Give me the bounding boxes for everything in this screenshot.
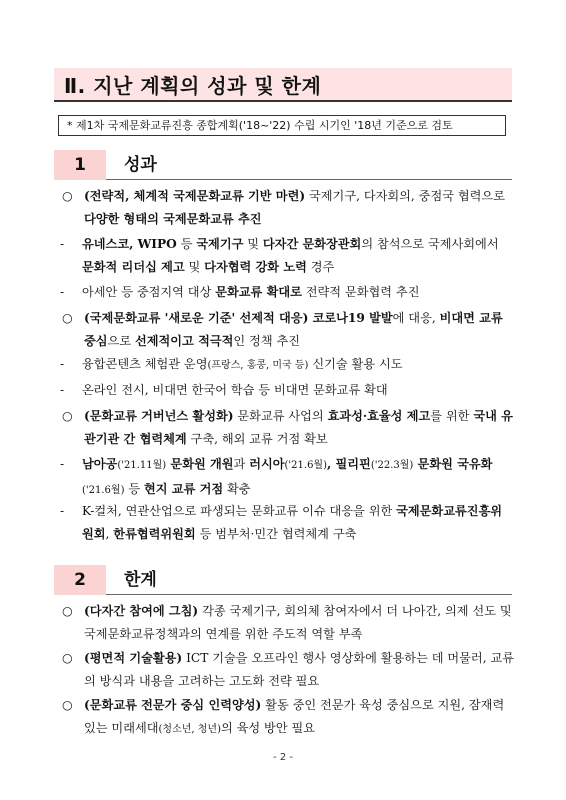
dash-bullet: - — [60, 357, 65, 371]
list-item: - K-컬처, 연관산업으로 파생되는 문화교류 이슈 대응을 위한 국제문화교류진흥위원회, 한류협력위원회 등 범부처·민간 협력체계 구축 — [60, 500, 512, 545]
list-item: ○ (문화교류 전문가 중심 인력양성) 활동 중인 전문가 육성 중심으로 지원, 잠재력 있는 미래세대(청소년, 청년)의 육성 방안 필요 — [62, 694, 514, 741]
page-number: - 2 - — [273, 752, 293, 763]
section-divider — [106, 594, 512, 595]
circle-bullet: ○ — [62, 604, 73, 618]
list-item: ○ (국제문화교류 '새로운 기준' 선제적 대응) 코로나19 발발에 대응, 비대면 교류 중심으로 선제적이고 적극적인 정책 추진 — [62, 307, 514, 352]
circle-bullet: ○ — [62, 409, 73, 423]
section-divider — [106, 179, 512, 180]
dash-bullet: - — [60, 504, 65, 518]
section-number: 1 — [54, 150, 106, 180]
section-2-header — [54, 565, 512, 595]
circle-bullet: ○ — [62, 311, 73, 325]
dash-bullet: - — [60, 285, 65, 299]
note-box: * 제1차 국제문화교류진흥 종합계획('18~'22) 수립 시기인 '18년 기준으로 검토 — [58, 115, 506, 136]
dash-bullet: - — [60, 383, 65, 397]
section-number: 2 — [54, 565, 106, 595]
chapter-header — [54, 68, 512, 102]
circle-bullet: ○ — [62, 651, 73, 665]
dash-bullet: - — [60, 237, 65, 251]
section-1-header — [54, 150, 512, 180]
list-item: ○ (전략적, 체계적 국제문화교류 기반 마련) 국제기구, 다자회의, 중점국 협력으로 다양한 형태의 국제문화교류 추진 — [62, 185, 514, 230]
chapter-title: Ⅱ. 지난 계획의 성과 및 한계 — [64, 74, 322, 98]
list-item: ○ (평면적 기술활용) ICT 기술을 오프라인 행사 영상화에 활용하는 데 머물러, 교류의 방식과 내용을 고려하는 고도화 전략 필요 — [62, 647, 514, 692]
list-item: ○ (다자간 참여에 그침) 각종 국제기구, 회의체 참여자에서 더 나아간, 의제 선도 및 국제문화교류정책과의 연계를 위한 주도적 역할 부족 — [62, 600, 514, 645]
circle-bullet: ○ — [62, 698, 73, 712]
list-item: - 온라인 전시, 비대면 한국어 학습 등 비대면 문화교류 확대 — [60, 379, 512, 402]
section-title: 한계 — [124, 570, 157, 590]
list-item: - 유네스코, WIPO 등 국제기구 및 다자간 문화장관회의 참석으로 국제사회에서 문화적 리더십 제고 및 다자협력 강화 노력 경주 — [60, 233, 512, 278]
list-item: - 아세안 등 중점지역 대상 문화교류 확대로 전략적 문화협력 추진 — [60, 281, 512, 304]
list-item: - 융합콘텐츠 체험관 운영(프랑스, 홍콩, 미국 등) 신기술 활용 시도 — [60, 353, 512, 378]
list-item: ○ (문화교류 거버넌스 활성화) 문화교류 사업의 효과성·효율성 제고를 위한 국내 유관기관 간 협력체계 구축, 해외 교류 거점 확보 — [62, 405, 514, 450]
list-item: - 남아공('21.11월) 문화원 개원과 러시아('21.6월), 필리핀('22.3월) 문화원 국유화('21.6월) 등 현지 교류 거점 확충 — [60, 453, 512, 502]
section-title: 성과 — [124, 155, 157, 175]
dash-bullet: - — [60, 457, 65, 471]
circle-bullet: ○ — [62, 189, 73, 203]
